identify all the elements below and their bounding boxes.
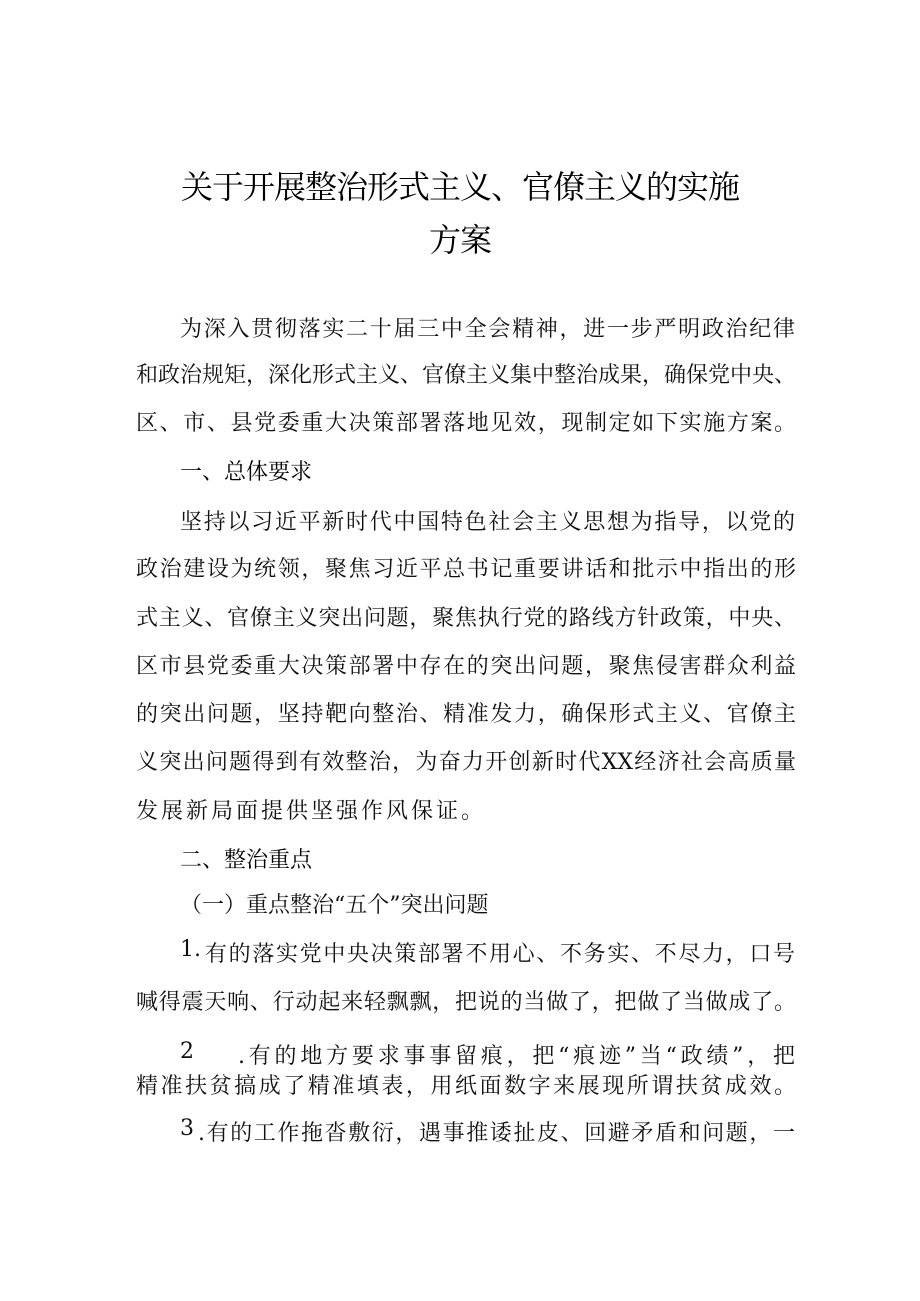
- item2-line-1: .有的地方要求事事留痕，把“痕迹”当“政绩”，把: [238, 1044, 795, 1069]
- section1-line-3: 式主义、官僚主义突出问题，聚焦执行党的路线方针政策，中央、: [136, 606, 796, 631]
- intro-line-2: 和政治规矩，深化形式主义、官僚主义集中整治成果，确保党中央、: [136, 363, 797, 388]
- section1-line-7: 发展新局面提供坚强作风保证。: [136, 799, 487, 824]
- item2-line-2: 精准扶贫搞成了精准填表，用纸面数字来展现所谓扶贫成效。: [136, 1074, 796, 1099]
- item1-line-2: 喊得震天响、行动起来轻飘飘，把说的当做了，把做了当做成了。: [136, 990, 796, 1015]
- section2-heading: 二、整治重点: [180, 848, 313, 873]
- section1-line-5: 的突出问题，坚持靶向整治、精准发力，确保形式主义、官僚主: [136, 702, 796, 727]
- item2-number: 2: [180, 1039, 194, 1064]
- document-title-line2: 方案: [428, 221, 491, 259]
- item3-number: 3: [180, 1116, 194, 1141]
- section1-heading: 一、总体要求: [180, 460, 313, 485]
- section1-line-2: 政治建设为统领，聚焦习近平总书记重要讲话和批示中指出的形: [136, 557, 796, 582]
- document-title-line1: 关于开展整治形式主义、官僚主义的实施: [180, 168, 739, 206]
- intro-line-1: 为深入贯彻落实二十届三中全会精神，进一步严明政治纪律: [180, 317, 795, 342]
- section1-line-4: 区市县党委重大决策部署中存在的突出问题，聚焦侵害群众利益: [136, 654, 796, 679]
- item1-line-1: 有的落实党中央决策部署不用心、不务实、不尽力，口号: [205, 942, 795, 967]
- intro-line-3: 区、市、县党委重大决策部署落地见效，现制定如下实施方案。: [136, 411, 796, 436]
- item3-line-1: .有的工作拖沓敷衍，遇事推诿扯皮、回避矛盾和问题，一: [198, 1121, 795, 1146]
- section2-subheading: （一）重点整治“五个”突出问题: [180, 893, 489, 918]
- section1-line-6: 义突出问题得到有效整治，为奋力开创新时代XX经济社会高质量: [136, 750, 796, 775]
- item1-number: 1.: [180, 937, 201, 962]
- section1-line-1: 坚持以习近平新时代中国特色社会主义思想为指导，以党的: [180, 510, 795, 535]
